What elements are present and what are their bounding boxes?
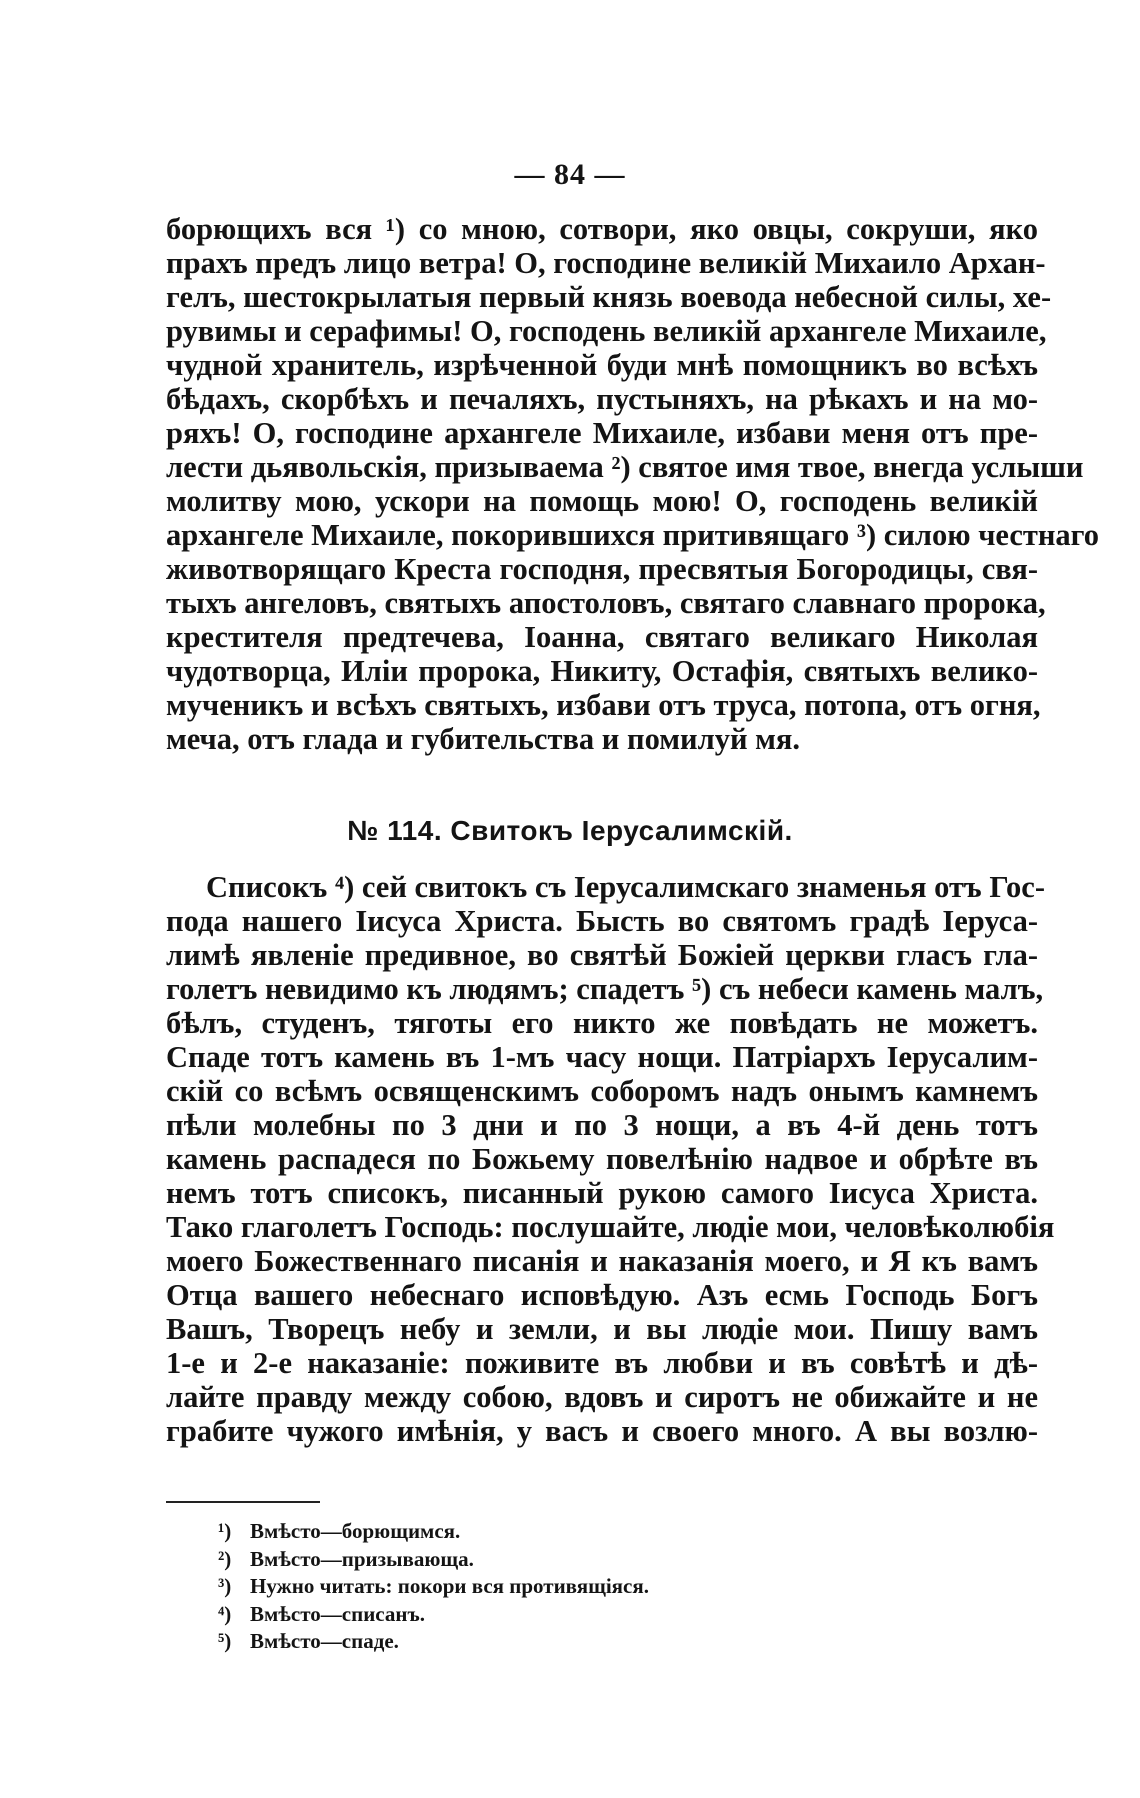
text-line: тыхъ ангеловъ, святыхъ апостоловъ, святаго славнаго пророка,	[166, 586, 1046, 620]
text-line: бѣдахъ, скорбѣхъ и печаляхъ, пустыняхъ, на рѣкахъ и на мо-	[166, 382, 1038, 416]
text-line: Списокъ ⁴) сей свитокъ съ Іерусалимскаго знаменья отъ Гос-	[206, 870, 1046, 904]
text-line: борющихъ вся ¹) со мною, сотвори, яко овцы, сокруши, яко	[166, 212, 1038, 246]
continuation-paragraph	[166, 212, 1100, 756]
text-line: лести дьявольскія, призываема ²) святое имя твое, внегда услыши	[166, 450, 1084, 484]
footnote-text: Вмѣсто—борющимся.	[250, 1519, 461, 1543]
text-line: архангеле Михаиле, покорившихся притивящаго ³) силою честнаго	[166, 518, 1100, 552]
footnote-marker: ⁴)	[218, 1601, 232, 1626]
text-line: гелъ, шестокрылатыя первый князь воевода небесной силы, хе-	[166, 280, 1052, 314]
text-line: меча, отъ глада и губительства и помилуй мя.	[166, 722, 801, 756]
page-number: — 84 —	[514, 158, 626, 191]
footnote-1	[218, 1518, 918, 1546]
footnotes	[218, 1518, 918, 1656]
section-heading: № 114. Свитокъ Іерусалимскій.	[347, 815, 793, 846]
footnote-4	[218, 1601, 918, 1629]
text-line: 1-е и 2-е наказаніе: поживите въ любви и въ совѣтѣ и дѣ-	[166, 1346, 1038, 1380]
text-line: лимѣ явленіе предивное, во святѣй Божіей церкви гласъ гла-	[166, 938, 1038, 972]
text-line: моего Божественнаго писанія и наказанія моего, и Я къ вамъ	[166, 1244, 1038, 1278]
text-line: животворящаго Креста господня, пресвятыя Богородицы, свя-	[166, 552, 1038, 586]
text-line: Вашъ, Творецъ небу и земли, и вы людіе мои. Пишу вамъ	[166, 1312, 1038, 1346]
text-line: чудной хранитель, изрѣченной буди мнѣ помощникъ во всѣхъ	[166, 348, 1038, 382]
footnote-marker: ²)	[218, 1546, 232, 1571]
text-line: прахъ предъ лицо ветра! О, господине великій Михаило Архан-	[166, 246, 1046, 280]
text-line: молитву мою, ускори на помощь мою! О, господень великій	[166, 484, 1038, 518]
footnote-marker: ³)	[218, 1574, 232, 1598]
text-line: мученикъ и всѣхъ святыхъ, избави отъ труса, потопа, отъ огня,	[166, 688, 1041, 722]
text-line: бѣлъ, студенъ, тяготы его никто же повѣдать не можетъ.	[166, 1006, 1038, 1040]
text-line: скій со всѣмъ освященскимъ соборомъ надъ онымъ камнемъ	[166, 1074, 1038, 1108]
footnote-marker: ¹)	[218, 1519, 232, 1543]
text-line: пода нашего Іисуса Христа. Бысть во святомъ градѣ Іеруса-	[166, 904, 1038, 938]
section-paragraph	[166, 870, 1055, 1448]
text-line: лайте правду между собою, вдовъ и сиротъ не обижайте и не	[166, 1380, 1038, 1414]
text-line: пѣли молебны по 3 дни и по 3 нощи, а въ 4-й день тотъ	[166, 1108, 1038, 1142]
text-line: Отца вашего небеснаго исповѣдую. Азъ есмь Господь Богъ	[166, 1278, 1038, 1312]
footnote-3	[218, 1573, 918, 1601]
text-line: чудотворца, Иліи пророка, Никиту, Остафія, святыхъ велико-	[166, 654, 1038, 688]
footnote-text: Вмѣсто—спаде.	[250, 1629, 399, 1653]
text-line: рувимы и серафимы! О, господень великій архангеле Михаиле,	[166, 314, 1047, 348]
text-line: Спаде тотъ камень въ 1-мъ часу нощи. Патріархъ Іерусалим-	[166, 1040, 1038, 1074]
footnote-2	[218, 1546, 918, 1574]
footnote-text: Вмѣсто—списанъ.	[250, 1601, 425, 1626]
footnote-marker: ⁵)	[218, 1629, 232, 1653]
footnote-divider	[166, 1501, 320, 1503]
footnote-5	[218, 1628, 918, 1656]
text-line: камень распадеся по Божьему повелѣнію надвое и обрѣте въ	[166, 1142, 1038, 1176]
text-line: грабите чужого имѣнія, у васъ и своего много. А вы возлю-	[166, 1414, 1038, 1448]
footnote-text: Нужно читать: покори вся противящіяся.	[250, 1574, 649, 1598]
text-line: Тако глаголетъ Господь: послушайте, людіе мои, человѣколюбія	[166, 1210, 1055, 1244]
text-line: голетъ невидимо къ людямъ; спадетъ ⁵) съ небеси камень малъ,	[166, 972, 1044, 1006]
footnote-text: Вмѣсто—призывающа.	[250, 1546, 474, 1571]
text-line: немъ тотъ списокъ, писанный рукою самого Іисуса Христа.	[166, 1176, 1038, 1210]
text-line: ряхъ! О, господине архангеле Михаиле, избави меня отъ пре-	[166, 416, 1038, 450]
text-line: крестителя предтечева, Іоанна, святаго великаго Николая	[166, 620, 1038, 654]
